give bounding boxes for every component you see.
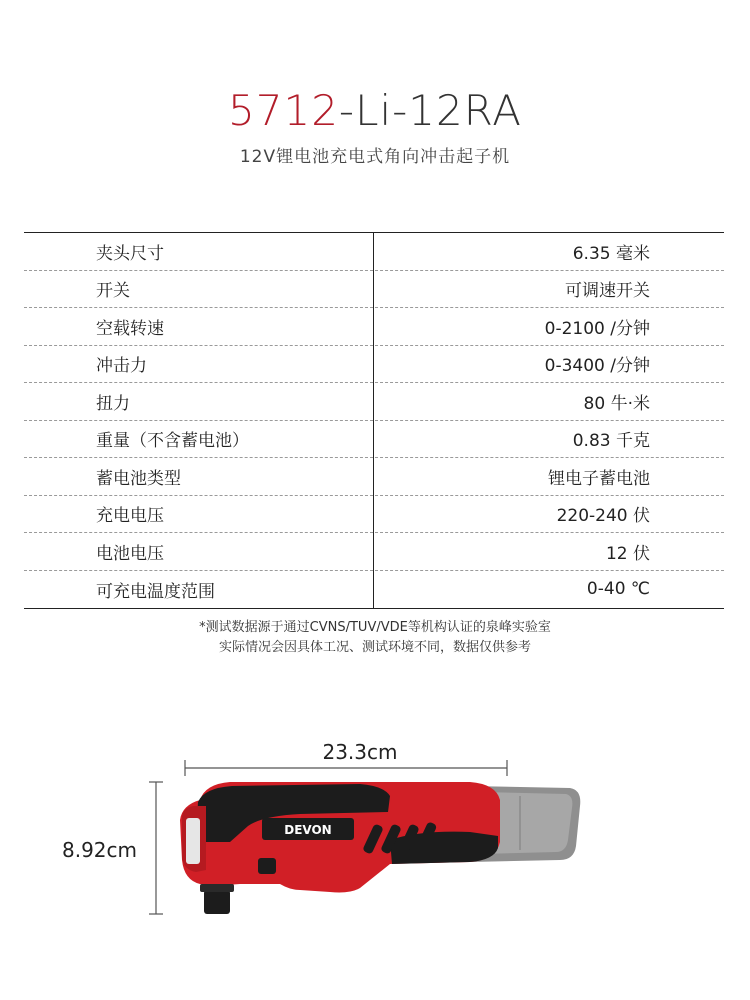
spec-label: 开关 — [96, 281, 130, 302]
product-subtitle: 12V锂电池充电式角向冲击起子机 — [239, 147, 511, 167]
height-dimension-line — [149, 782, 163, 914]
chuck — [204, 890, 230, 914]
brand-logo: DEVON — [284, 823, 332, 837]
spec-value: 0.83 千克 — [572, 431, 650, 452]
spec-value: 80 牛·米 — [583, 393, 650, 414]
spec-label: 充电电压 — [96, 506, 164, 527]
spec-value: 0-3400 /分钟 — [544, 356, 650, 377]
spec-label: 夹头尺寸 — [96, 243, 164, 264]
spec-label: 扭力 — [96, 393, 130, 414]
spec-label: 电池电压 — [96, 543, 164, 564]
head-cover — [186, 818, 200, 864]
width-dimension-label: 23.3cm — [322, 740, 398, 764]
spec-label: 可充电温度范围 — [96, 581, 215, 602]
height-dimension-label: 8.92cm — [62, 838, 138, 862]
spec-value: 0-2100 /分钟 — [544, 318, 650, 339]
footnote-line-2: 实际情况会因具体工况、测试环境不同，数据仅供参考 — [218, 640, 531, 655]
spec-label: 冲击力 — [96, 356, 147, 377]
spec-label: 蓄电池类型 — [96, 468, 181, 489]
spec-value: 锂电子蓄电池 — [548, 468, 650, 489]
spec-value: 0-40 ℃ — [586, 579, 650, 600]
tool-body — [180, 782, 500, 914]
spec-value: 220-240 伏 — [556, 506, 650, 527]
spec-label: 重量（不含蓄电池） — [96, 431, 249, 452]
footnote-line-1: *测试数据源于通过CVNS/TUV/VDE等机构认证的泉峰实验室 — [199, 620, 551, 635]
spec-label: 空载转速 — [96, 318, 164, 339]
spec-value: 可调速开关 — [565, 281, 650, 302]
spec-value: 6.35 毫米 — [572, 243, 650, 264]
model-suffix: -Li-12RA — [338, 86, 522, 135]
model-number: 5712 — [228, 86, 339, 135]
width-dimension-line — [185, 760, 507, 776]
spec-value: 12 伏 — [605, 543, 650, 564]
power-switch — [258, 858, 276, 874]
